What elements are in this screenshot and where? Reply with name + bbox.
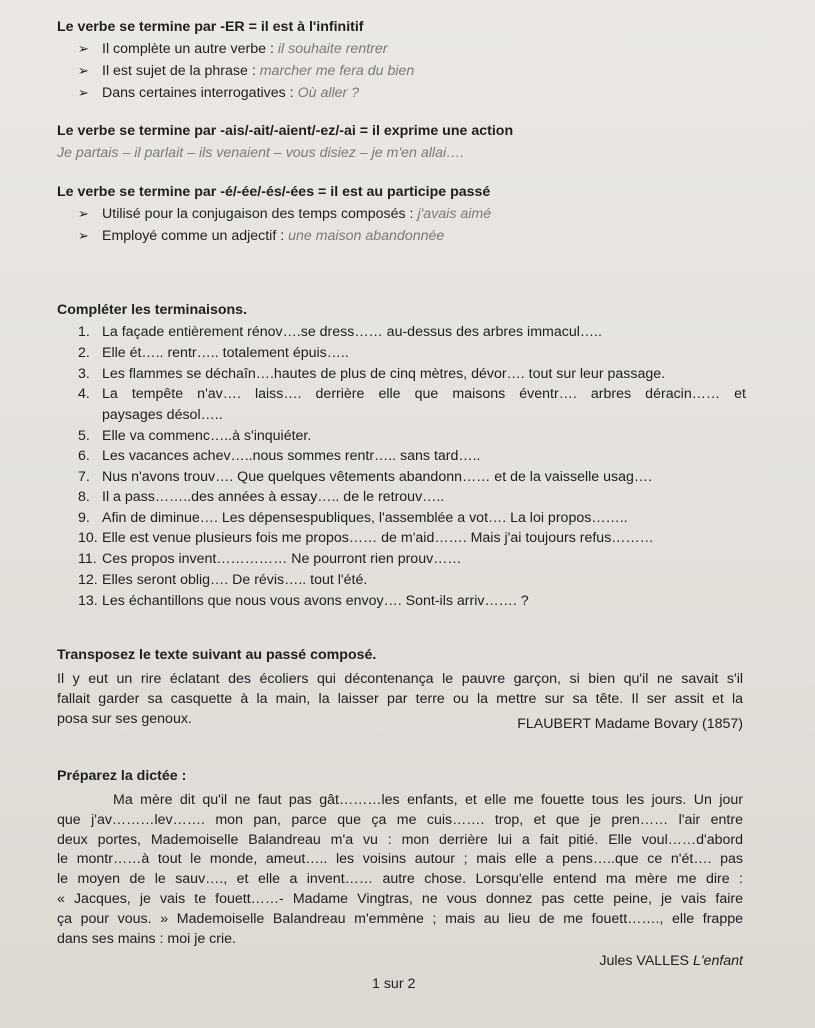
arrow-icon: ➢ [78,85,89,100]
dictee-heading: Préparez la dictée : [57,768,187,784]
exercise-item: 9. Afin de diminue…. Les dépensespubliques, l'assemblée a vot…. La loi propos…….. [78,510,628,526]
section2-heading: Le verbe se termine par -ais/-ait/-aient/-ez/-ai = il exprime une action [57,123,514,139]
exercise-item: 6. Les vacances achev…..nous sommes rentr….. sans tard….. [78,448,481,464]
exercise-item: 1. La façade entièrement rénov….se dress…… au-dessus des arbres immacul….. [78,324,602,340]
section1-bullet-2: ➢ Il est sujet de la phrase : marcher me fera du bien [78,63,415,79]
section1-bullet-1: ➢ Il complète un autre verbe : il souhaite rentrer [78,41,388,57]
section2-example: Je partais – il parlait – ils venaient – vous disiez – je m'en allai…. [57,145,465,161]
dictee-text: Ma mère dit qu'il ne faut pas gât………les enfants, et elle me fouette tous les jours. Un jour que j'av………lev……. mon pan, parce que ça me cuis……. trop, et que je pren…… l'air entre deux portes, Mademoiselle Balandreau m'a vu : mon derrière lui a fait pitié. Elle voul……d'abord le montr……à tout le monde, ameut….. les voisins autour ; mais elle a pens…..que ce n'ét…. pas le moyen de le sauv…., et elle a invent…… autre chose. Lorsqu'elle entend ma mère me dire : « Jacques, je vais te fouett……- Madame Vingtras, ne vous donnez pas cette peine, je vais faire ça pour vous. » Mademoiselle Balandreau m'emmène ; mais au lieu de me fouett……., elle frappe dans ses mains : moi je crie. [57,792,743,947]
arrow-icon: ➢ [78,228,89,243]
exercise2-heading: Transposez le texte suivant au passé composé. [57,647,377,663]
section1-bullet-3: ➢ Dans certaines interrogatives : Où aller ? [78,85,360,101]
arrow-icon: ➢ [78,206,89,221]
exercise-item: 8. Il a pass……..des années à essay….. de le retrouv….. [78,489,445,505]
section3-bullet-2: ➢ Employé comme un adjectif : une maison abandonnée [78,228,445,244]
exercise-item: 4. La tempête n'av…. laiss…. derrière elle que maisons éventr…. arbres déracin…… et paysages désol….. [78,386,746,423]
exercise1-heading: Compléter les terminaisons. [57,302,248,318]
arrow-icon: ➢ [78,63,89,78]
section3-bullet-1: ➢ Utilisé pour la conjugaison des temps composés : j'avais aimé [78,206,492,222]
page-number: 1 sur 2 [372,976,416,992]
dictee-source: Jules VALLES L'enfant [599,953,743,969]
exercise2-source: FLAUBERT Madame Bovary (1857) [517,716,743,732]
exercise-item: 10. Elle est venue plusieurs fois me propos…… de m'aid……. Mais j'ai toujours refus……… [78,530,654,546]
section1-heading: Le verbe se termine par -ER = il est à l'infinitif [57,19,364,35]
exercise-item: 12. Elles seront oblig…. De révis….. tout l'été. [78,572,368,588]
exercise-item: 11. Ces propos invent…………… Ne pourront rien prouv…… [78,551,462,567]
section3-heading: Le verbe se termine par -é/-ée/-és/-ées = il est au participe passé [57,184,491,200]
exercise-item: 13. Les échantillons que nous vous avons envoy…. Sont-ils arriv……. ? [78,593,529,609]
exercise2-text: Il y eut un rire éclatant des écoliers qui décontenança le pauvre garçon, si bien qu'il ne savait s'il fallait garder sa casquette à la main, la laisser par terre ou la mettre sur sa tête. Il ser assit et la posa sur ses genoux. [57,671,743,727]
exercise-item: 5. Elle va commenc…..à s'inquiéter. [78,428,312,444]
exercise-item: 2. Elle ét….. rentr….. totalement épuis….. [78,345,349,361]
arrow-icon: ➢ [78,41,89,56]
exercise-item: 3. Les flammes se déchaîn….hautes de plus de cinq mètres, dévor…. tout sur leur passage. [78,366,666,382]
exercise-item: 7. Nus n'avons trouv…. Que quelques vêtements abandonn…… et de la vaisselle usag…. [78,469,653,485]
